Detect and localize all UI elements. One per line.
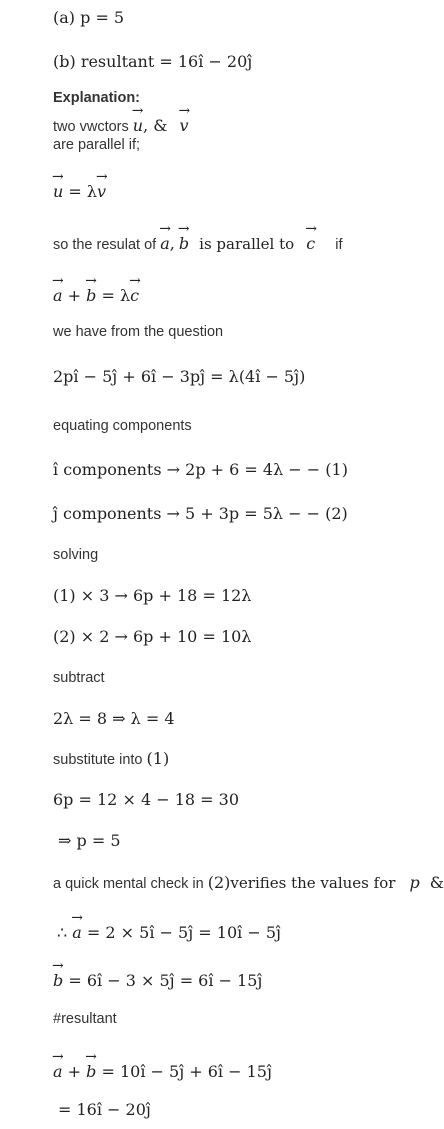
vector-b-result-text: = 6î − 3 × 5ĵ = 6î − 15ĵ [63, 971, 263, 990]
equals-lambda: = λ [96, 286, 131, 305]
solving-text [53, 547, 98, 563]
intro-and-symbol: , & [143, 116, 168, 135]
vector-a-result-text: = 2 × 5î − 5ĵ = 10î − 5ĵ [81, 923, 281, 942]
p-calculation-text: 6p = 12 × 4 − 18 = 30 [53, 790, 239, 809]
solving-label: solving [53, 547, 99, 563]
vector-a: → a [72, 917, 82, 942]
multiply-eq1-text: (1) × 3 → 6p + 18 = 12λ [53, 586, 252, 605]
resultant-sum-equation [53, 1056, 272, 1081]
vector-c: → c [130, 280, 139, 305]
parallel-to-text: is parallel to [199, 235, 295, 253]
substitute-line [53, 749, 169, 768]
vector-u: → u [133, 110, 143, 135]
multiply-eq2-text: (2) × 2 → 6p + 10 = 10λ [53, 627, 252, 646]
i-component-equation [53, 460, 348, 479]
if-text: if [335, 237, 343, 253]
lambda-solution [53, 709, 175, 728]
equating-components-text [53, 418, 192, 434]
p-result-text: ⇒ p = 5 [58, 831, 121, 850]
equals-lambda: = λ [63, 182, 98, 201]
therefore-symbol: ∴ [57, 923, 68, 942]
resultant-hashtag-text: #resultant [53, 1011, 117, 1027]
from-question-label: we have from the question [53, 324, 224, 340]
explanation-heading-text: Explanation: [53, 90, 141, 106]
vector-a: → a [53, 1056, 63, 1081]
comma: , [169, 234, 175, 253]
verifies-text: verifies the values for [230, 874, 396, 892]
intro-text: two vwctors [53, 119, 129, 135]
vector-v: → v [180, 110, 189, 135]
main-equation [53, 367, 305, 386]
final-resultant [58, 1100, 151, 1119]
multiply-eq2 [53, 627, 251, 646]
answer-part-a-text: (a) p = 5 [53, 8, 125, 27]
from-question-text [53, 324, 223, 340]
lambda-solution-text: 2λ = 8 ⇒ λ = 4 [53, 709, 175, 728]
vector-c: → c [306, 228, 315, 253]
resultant-hashtag [53, 1011, 117, 1027]
vector-b: → b [86, 280, 96, 305]
vector-b: → b [86, 1056, 96, 1081]
equating-components-label: equating components [53, 418, 192, 434]
parallel-condition-text [53, 137, 140, 153]
answer-part-a [53, 8, 124, 27]
vector-b-result [53, 965, 262, 990]
vector-b: → b [179, 228, 189, 253]
vector-a: → a [53, 280, 63, 305]
subtract-text [53, 670, 105, 686]
subtract-label: subtract [53, 670, 105, 686]
equation-ref-2: (2) [207, 873, 231, 892]
answer-part-b [53, 52, 252, 71]
j-component-equation [53, 504, 348, 523]
parallel-equation [53, 176, 106, 201]
multiply-eq1 [53, 586, 251, 605]
vector-u: → u [53, 176, 63, 201]
p-result [58, 831, 121, 850]
plus: + [62, 1062, 87, 1081]
explanation-heading [53, 90, 140, 106]
vector-a: → a [160, 228, 170, 253]
resultant-parallel-line [53, 228, 342, 253]
equation-ref-1: (1) [146, 749, 170, 768]
substitute-label: substitute into [53, 752, 143, 768]
mental-check-line [53, 873, 444, 892]
p-calculation [53, 790, 239, 809]
sum-parallel-equation [53, 280, 139, 305]
vector-a-result [57, 917, 281, 942]
plus: + [62, 286, 87, 305]
mental-check-text: a quick mental check in [53, 876, 204, 892]
parallel-condition-label: are parallel if; [53, 137, 141, 153]
resultant-sum-text: = 10î − 5ĵ + 6î − 15ĵ [96, 1062, 272, 1081]
final-resultant-text: = 16î − 20ĵ [58, 1100, 151, 1119]
and-symbol: & [429, 873, 444, 892]
vector-b: → b [53, 965, 63, 990]
j-component-text: ĵ components → 5 + 3p = 5λ − − (2) [53, 504, 348, 523]
main-equation-text: 2pî − 5ĵ + 6î − 3pĵ = λ(4î − 5ĵ) [53, 367, 306, 386]
answer-part-b-text: (b) resultant = 16î − 20ĵ [53, 52, 253, 71]
i-component-text: î components → 2p + 6 = 4λ − − (1) [53, 460, 348, 479]
vector-v: → v [97, 176, 106, 201]
resultant-intro-text: so the resulat of [53, 237, 157, 253]
parallel-intro-line [53, 110, 189, 135]
p-variable: p [409, 873, 420, 892]
